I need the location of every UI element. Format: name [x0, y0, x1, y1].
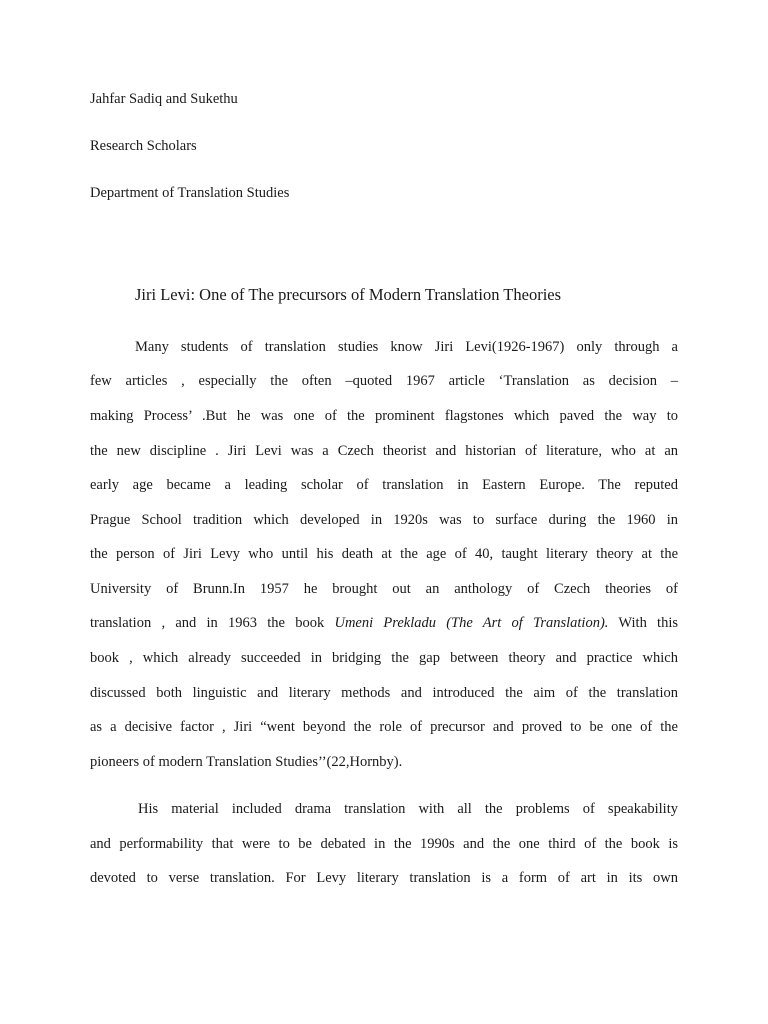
author-department: Department of Translation Studies — [90, 185, 290, 201]
paragraph-line — [90, 614, 678, 632]
author-role: Research Scholars — [90, 138, 197, 154]
paragraph-line: the person of Jiri Levy who until his death at the age of 40, taught literary theory at the — [90, 546, 678, 562]
author-names: Jahfar Sadiq and Sukethu — [90, 91, 238, 107]
paragraph-line: few articles , especially the often –quoted 1967 article ‘Translation as decision – — [90, 373, 678, 389]
paragraph-line: His material included drama translation with all the problems of speakability — [138, 801, 678, 817]
book-title-italic: Umeni Prekladu (The Art of Translation). — [334, 615, 609, 631]
paragraph-line: book , which already succeeded in bridging the gap between theory and practice which — [90, 650, 678, 666]
paragraph-line: Prague School tradition which developed in 1920s was to surface during the 1960 in — [90, 512, 678, 528]
paragraph-line: devoted to verse translation. For Levy literary translation is a form of art in its own — [90, 870, 678, 886]
article-title: Jiri Levi: One of The precursors of Modern Translation Theories — [135, 285, 562, 304]
paragraph-line: University of Brunn.In 1957 he brought out an anthology of Czech theories of — [90, 581, 678, 597]
line-text: With this — [608, 615, 679, 631]
paragraph-line: the new discipline . Jiri Levi was a Czech theorist and historian of literature, who at an — [90, 443, 678, 459]
paragraph-line: pioneers of modern Translation Studies’’(22,Hornby). — [90, 754, 403, 770]
paragraph-line: making Process’ .But he was one of the prominent flagstones which paved the way to — [90, 408, 678, 424]
paragraph-line: as a decisive factor , Jiri “went beyond the role of precursor and proved to be one of the — [90, 719, 678, 735]
line-text: translation , and in 1963 the book — [90, 615, 335, 631]
paragraph-line: discussed both linguistic and literary methods and introduced the aim of the translation — [90, 685, 678, 701]
paragraph-line: and performability that were to be debated in the 1990s and the one third of the book is — [90, 836, 678, 852]
paragraph-line: early age became a leading scholar of translation in Eastern Europe. The reputed — [90, 477, 678, 493]
paragraph-line: Many students of translation studies know Jiri Levi(1926-1967) only through a — [135, 339, 678, 355]
